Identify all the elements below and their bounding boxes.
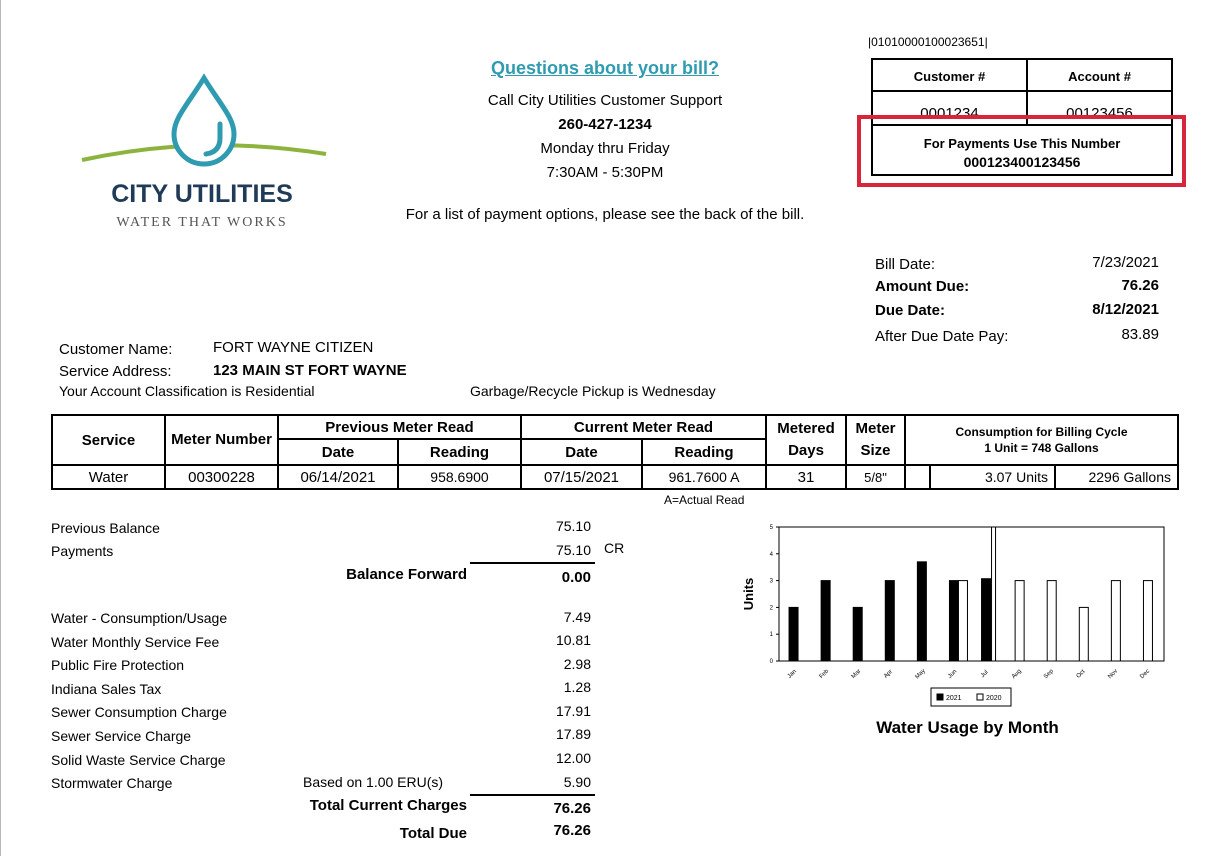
chart-title: Water Usage by Month	[876, 718, 1059, 737]
water-usage-chart	[735, 520, 1175, 740]
meter-data-row	[52, 465, 1178, 489]
chart-bar	[982, 579, 991, 661]
total-current-value: 76.26	[553, 800, 591, 817]
previous-read-header: Previous Meter Read	[278, 415, 521, 439]
chart-x-tick-label: Jan	[786, 668, 798, 680]
spacer-cell	[905, 465, 930, 489]
chart-legend-label: 2021	[946, 695, 962, 702]
chart-x-tick-label: Oct	[1075, 668, 1087, 680]
service-cell: Water	[52, 465, 165, 489]
chart-y-tick-label: 4	[769, 551, 773, 558]
customer-name: FORT WAYNE CITIZEN	[213, 339, 374, 356]
metered-days-header: Metered Days	[766, 415, 846, 465]
consumption-header	[905, 415, 1178, 465]
chart-legend-swatch	[977, 694, 983, 700]
chart-y-tick-label: 5	[769, 525, 773, 531]
bill-date-label: Bill Date:	[875, 256, 936, 273]
amount-due-label: Amount Due:	[875, 278, 970, 295]
charge-amount: 2.98	[563, 656, 591, 672]
chart-bar	[917, 562, 926, 661]
charge-amount: 1.28	[563, 679, 591, 695]
chart-bar	[1047, 581, 1056, 661]
consumption-unit-note: 1 Unit = 748 Gallons	[984, 441, 1099, 455]
chart-y-tick-label: 1	[769, 632, 773, 639]
account-classification: Your Account Classification is Residential	[59, 383, 315, 399]
after-due-value: 83.89	[1121, 326, 1159, 343]
chart-x-tick-label: Nov	[1107, 668, 1120, 681]
charge-amount: 17.91	[555, 703, 591, 719]
payment-number-value: 000123400123456	[963, 154, 1081, 170]
chart-bar	[885, 581, 894, 661]
actual-read-note: A=Actual Read	[664, 493, 745, 507]
gallons-cell: 2296 Gallons	[1055, 465, 1178, 489]
charge-amount: 12.00	[555, 750, 591, 766]
charge-amount: 7.49	[563, 609, 591, 625]
logo-tagline: WATER THAT WORKS	[116, 215, 288, 230]
support-phone: 260-427-1234	[558, 116, 652, 133]
due-date-label: Due Date:	[875, 302, 946, 319]
meter-size-header: Meter Size	[846, 415, 905, 465]
units-cell: 3.07 Units	[930, 465, 1055, 489]
account-box-rule	[873, 90, 1171, 92]
chart-x-tick-label: Dec	[1139, 668, 1152, 681]
charge-amount: 5.90	[563, 774, 591, 790]
current-read-header: Current Meter Read	[521, 415, 766, 439]
previous-date-cell: 06/14/2021	[278, 465, 398, 489]
charge-label: Water Monthly Service Fee	[51, 634, 220, 650]
service-address-label: Service Address:	[59, 363, 172, 380]
chart-x-tick-label: Jul	[980, 669, 990, 680]
current-reading-header: Reading	[642, 439, 766, 465]
total-current-label: Total Current Charges	[309, 797, 467, 814]
charge-label: Indiana Sales Tax	[51, 681, 162, 697]
customer-number-text: 0001234	[920, 105, 979, 120]
account-number-text: 00123456	[1066, 105, 1133, 120]
chart-bar	[1015, 581, 1024, 661]
pickup-day: Garbage/Recycle Pickup is Wednesday	[470, 383, 716, 399]
chart-legend-label: 2020	[986, 695, 1002, 702]
chart-x-tick-label: May	[914, 668, 927, 681]
chart-x-tick-label: Jun	[947, 668, 959, 680]
due-date-value: 8/12/2021	[1092, 301, 1159, 318]
logo-name: CITY UTILITIES	[111, 180, 293, 208]
chart-y-axis-label: Units	[741, 577, 756, 611]
chart-bar	[958, 581, 967, 661]
metered-days-cell: 31	[766, 465, 846, 489]
stormwater-eru-note: Based on 1.00 ERU(s)	[303, 774, 444, 790]
after-due-label: After Due Date Pay:	[875, 328, 1009, 345]
payments-label: Payments	[51, 543, 114, 559]
meter-number-header: Meter Number	[165, 415, 278, 465]
customer-name-label: Customer Name:	[59, 341, 173, 358]
meter-size-cell: 5/8"	[846, 465, 905, 489]
balance-forward-value: 0.00	[561, 569, 591, 586]
consumption-title: Consumption for Billing Cycle	[955, 425, 1128, 439]
payment-number-label: For Payments Use This Number	[923, 136, 1121, 151]
previous-balance-label: Previous Balance	[51, 520, 160, 536]
current-date-header: Date	[521, 439, 642, 465]
payment-options-note: For a list of payment options, please see the back of the bill.	[405, 206, 805, 223]
balance-rule	[470, 562, 595, 564]
bill-date-value: 7/23/2021	[1092, 254, 1159, 271]
account-number-label: Account #	[1068, 69, 1131, 84]
customer-number-label: Customer #	[913, 69, 986, 84]
chart-x-tick-label: Apr	[883, 668, 895, 680]
barcode-text: |01010000100023651|	[868, 35, 988, 49]
previous-date-header: Date	[278, 439, 398, 465]
charge-label: Public Fire Protection	[51, 657, 185, 673]
chart-plot-frame	[779, 527, 1164, 661]
charge-amount: 17.89	[555, 726, 591, 742]
support-hours: 7:30AM - 5:30PM	[546, 164, 664, 181]
charge-label: Stormwater Charge	[51, 775, 173, 791]
previous-reading-cell: 958.6900	[398, 465, 521, 489]
chart-bar	[949, 581, 958, 661]
service-address: 123 MAIN ST FORT WAYNE	[213, 362, 407, 379]
charge-label: Sewer Service Charge	[51, 728, 192, 744]
charge-label: Solid Waste Service Charge	[51, 752, 226, 768]
chart-y-tick-label: 2	[769, 605, 773, 612]
charge-label: Water - Consumption/Usage	[51, 610, 228, 626]
amount-due-value: 76.26	[1121, 277, 1159, 294]
chart-y-tick-label: 0	[769, 659, 773, 665]
chart-x-tick-label: Mar	[850, 668, 863, 681]
meter-read-table	[51, 414, 1179, 490]
chart-bar	[821, 581, 830, 661]
chart-bar	[1143, 581, 1152, 661]
chart-bar	[1079, 607, 1088, 661]
current-date-cell: 07/15/2021	[521, 465, 642, 489]
chart-x-tick-label: Aug	[1011, 668, 1023, 681]
chart-x-tick-label: Feb	[818, 668, 831, 681]
chart-bar	[1111, 581, 1120, 661]
charge-amount: 10.81	[555, 632, 591, 648]
service-header: Service	[52, 415, 165, 465]
page-edge	[0, 0, 1, 856]
meter-number-cell: 00300228	[165, 465, 278, 489]
chart-bar	[789, 607, 798, 661]
support-days: Monday thru Friday	[540, 140, 670, 157]
support-line: Call City Utilities Customer Support	[487, 92, 723, 109]
chart-legend-swatch	[937, 694, 943, 700]
city-utilities-logo	[80, 72, 330, 232]
total-due-label: Total Due	[399, 825, 467, 842]
logo-water-drop-icon	[174, 78, 234, 164]
payments-value: 75.10	[555, 542, 591, 558]
balance-forward-label: Balance Forward	[346, 566, 467, 583]
previous-reading-header: Reading	[398, 439, 521, 465]
payments-credit-suffix: CR	[604, 540, 625, 556]
chart-bar	[853, 607, 862, 661]
chart-y-tick-label: 3	[769, 578, 773, 585]
current-reading-cell: 961.7600 A	[642, 465, 766, 489]
chart-x-tick-label: Sep	[1043, 668, 1055, 681]
payment-number-highlight	[857, 115, 1186, 187]
total-due-value: 76.26	[553, 822, 591, 839]
charge-label: Sewer Consumption Charge	[51, 704, 227, 720]
previous-balance-value: 75.10	[555, 518, 591, 534]
questions-link[interactable]: Questions about your bill?	[490, 58, 719, 78]
total-rule	[470, 794, 595, 796]
meter-header-row	[52, 415, 1178, 439]
